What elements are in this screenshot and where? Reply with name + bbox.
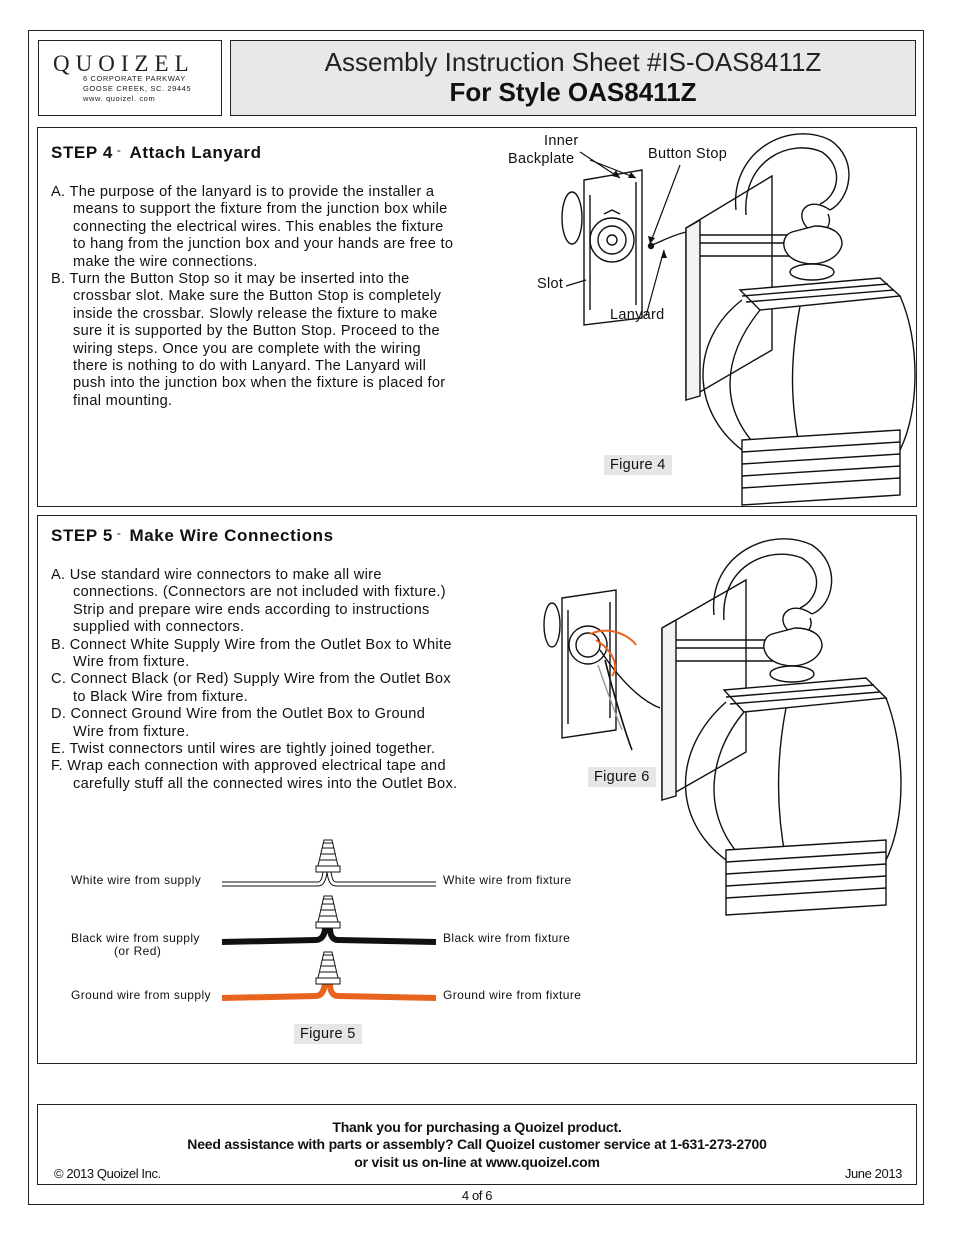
step-4-line: to hang from the junction box and your hands are free to <box>73 236 454 253</box>
white-wire-connector <box>316 840 340 872</box>
step-5-number: STEP 5 <box>51 526 113 545</box>
step-5-line: D. Connect Ground Wire from the Outlet Box to Ground <box>51 706 426 723</box>
page-number: 4 of 6 <box>461 1188 493 1203</box>
ground-fixture-label: Ground wire from fixture <box>443 988 582 1002</box>
ground-wire-connector <box>316 952 340 984</box>
step-5-line: C. Connect Black (or Red) Supply Wire from the Outlet Box <box>51 671 451 688</box>
black-wire-connector <box>316 896 340 928</box>
callout-lanyard: Lanyard <box>610 307 665 323</box>
white-supply-label: White wire from supply <box>71 873 202 887</box>
figure-6-label: Figure 6 <box>588 767 656 787</box>
callout-slot: Slot <box>537 276 564 292</box>
step-5-line: carefully stuff all the connected wires into the Outlet Box. <box>73 775 458 792</box>
step-4-dash: - <box>116 143 122 157</box>
quoizel-logo: QUOIZEL <box>53 51 195 76</box>
step-5-line: Wire from fixture. <box>73 723 190 740</box>
step-4-line: connecting the electrical wires. This enables the fixture <box>73 218 444 235</box>
step-5-line: F. Wrap each connection with approved electrical tape and <box>51 758 446 775</box>
page-subtitle: For Style OAS8411Z <box>449 77 697 107</box>
step-5-line: E. Twist connectors until wires are tightly joined together. <box>51 741 436 758</box>
address-line-3: www. quoizel. com <box>83 94 156 103</box>
figure-4-label: Figure 4 <box>604 455 672 475</box>
ground-supply-label: Ground wire from supply <box>71 988 211 1002</box>
step-4-line: B. Turn the Button Stop so it may be inserted into the <box>51 271 410 288</box>
address-line-1: 6 CORPORATE PARKWAY <box>83 74 186 83</box>
black-supply-note: (or Red) <box>114 944 162 958</box>
step-4-line: A. The purpose of the lanyard is to provide the installer a <box>51 184 435 200</box>
step-5-line: A. Use standard wire connectors to make all wire <box>51 567 382 583</box>
step-4-line: final mounting. <box>73 392 173 409</box>
step-4-line: sure it is supported by the Button Stop. Proceed to the <box>73 323 440 340</box>
footer-date: June 2013 <box>844 1166 902 1181</box>
step-5-line: connections. (Connectors are not included with fixture.) <box>73 584 446 601</box>
step-5-line: supplied with connectors. <box>73 619 245 636</box>
step-4-name: Attach Lanyard <box>129 143 262 162</box>
step-5-dash: - <box>116 526 122 540</box>
step-5-name: Make Wire Connections <box>129 526 334 545</box>
footer-copyright: © 2013 Quoizel Inc. <box>54 1166 161 1181</box>
step-4-number: STEP 4 <box>51 143 113 162</box>
footer-assistance: Need assistance with parts or assembly? Call Quoizel customer service at 1-631-273-2700 <box>187 1136 767 1152</box>
page-title: Assembly Instruction Sheet #IS-OAS8411Z <box>324 47 822 77</box>
footer-thanks: Thank you for purchasing a Quoizel product. <box>332 1119 622 1135</box>
step-4-line: wiring steps. Once you are complete with the wiring <box>73 340 421 357</box>
step-5-line: to Black Wire from fixture. <box>73 688 249 705</box>
step-4-line: there is nothing to do with Lanyard. The Lanyard will <box>73 358 427 375</box>
callout-button-stop: Button Stop <box>648 146 728 162</box>
step-4-line: push into the junction box when the fixture is placed for <box>73 375 446 392</box>
callout-inner: Inner <box>544 133 579 149</box>
black-wire-connection <box>222 928 436 942</box>
step-4-line: inside the crossbar. Slowly release the fixture to make <box>73 305 438 322</box>
step-4-line: means to support the fixture from the junction box while <box>73 201 448 218</box>
ground-wire-connection <box>222 984 436 998</box>
step-5-line: Strip and prepare wire ends according to instructions <box>73 601 430 618</box>
callout-backplate: Backplate <box>508 151 575 167</box>
white-fixture-label: White wire from fixture <box>443 873 572 887</box>
footer-box <box>37 1104 917 1185</box>
white-wire-connection <box>222 872 436 884</box>
footer-website: or visit us on-line at www.quoizel.com <box>354 1154 600 1170</box>
black-supply-label: Black wire from supply <box>71 931 200 945</box>
figure-5-label: Figure 5 <box>294 1024 362 1044</box>
step-4-line: crossbar slot. Make sure the Button Stop is completely <box>73 288 442 305</box>
step-5-line: B. Connect White Supply Wire from the Outlet Box to White <box>51 636 452 653</box>
black-fixture-label: Black wire from fixture <box>443 931 571 945</box>
step-4-line: make the wire connections. <box>73 253 258 270</box>
address-line-2: GOOSE CREEK, SC. 29445 <box>83 84 192 93</box>
step-5-line: Wire from fixture. <box>73 654 190 671</box>
